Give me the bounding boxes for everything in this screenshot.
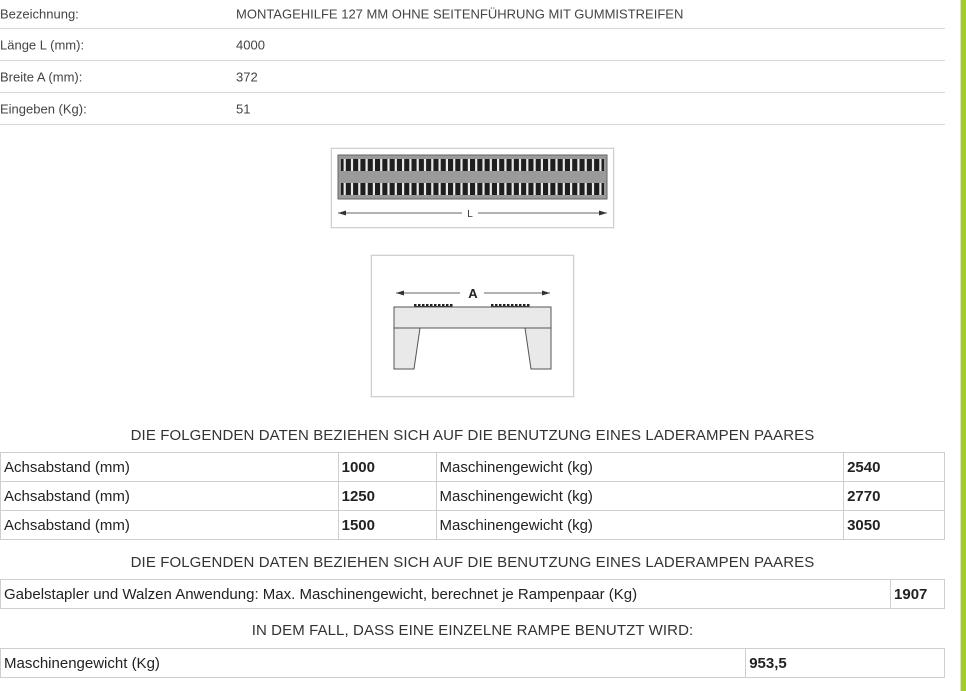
tread-mark (366, 183, 368, 195)
tread-mark (424, 183, 426, 195)
tread-mark (504, 159, 506, 171)
tread-mark (592, 159, 594, 171)
tread-mark (460, 159, 462, 171)
tread-mark (504, 183, 506, 195)
tread-mark (570, 159, 572, 171)
ramp-width-drawing (371, 255, 574, 397)
spec-label: Eingeben (Kg): (0, 101, 87, 116)
tread-mark (577, 159, 579, 171)
tread-mark (577, 183, 579, 195)
spec-row-gewicht (0, 93, 945, 125)
tread-mark (344, 183, 346, 195)
tread-mark (482, 183, 484, 195)
weight-value-cell: 3050 (844, 511, 945, 540)
table-row (1, 453, 945, 482)
tread-mark (380, 159, 382, 171)
tread-mark (409, 159, 411, 171)
tread-mark (519, 159, 521, 171)
single-ramp-table (0, 648, 945, 678)
weight-value-cell: 2770 (844, 482, 945, 511)
spec-value: 372 (236, 69, 258, 84)
axle-value-cell: 1250 (338, 482, 436, 511)
tread-mark (358, 159, 360, 171)
tread-mark (490, 183, 492, 195)
table-row (1, 580, 945, 609)
tread-mark (475, 183, 477, 195)
tread-mark (373, 159, 375, 171)
spec-list (0, 0, 945, 125)
tread-mark (490, 159, 492, 171)
forklift-label-cell: Gabelstapler und Walzen Anwendung: Max. Maschinengewicht, berechnet je Rampenpaar (Kg) (1, 580, 891, 609)
spec-label: Breite A (mm): (0, 69, 83, 84)
tread-mark (548, 183, 550, 195)
axle-label-cell: Achsabstand (mm) (1, 482, 339, 511)
tread-mark (592, 183, 594, 195)
tread-mark (534, 183, 536, 195)
axle-label-cell: Achsabstand (mm) (1, 511, 339, 540)
axle-value-cell: 1500 (338, 511, 436, 540)
tread-mark (526, 159, 528, 171)
axle-value-cell: 1000 (338, 453, 436, 482)
tread-mark (482, 159, 484, 171)
tread-mark (475, 159, 477, 171)
tread-mark (439, 183, 441, 195)
spec-value: MONTAGEHILFE 127 MM OHNE SEITENFÜHRUNG MIT GUMMISTREIFEN (236, 6, 684, 22)
tread-mark (460, 183, 462, 195)
tread-mark (387, 183, 389, 195)
tread-mark (446, 159, 448, 171)
tread-mark (351, 183, 353, 195)
spec-label: Länge L (mm): (0, 37, 85, 52)
spec-label: Bezeichnung: (0, 6, 79, 22)
tread-mark (563, 183, 565, 195)
tread-mark (512, 183, 514, 195)
tread-mark (395, 183, 397, 195)
tread-mark (497, 159, 499, 171)
tread-mark (512, 159, 514, 171)
tread-mark (344, 159, 346, 171)
axle-label-cell: Achsabstand (mm) (1, 453, 339, 482)
tread-mark (446, 183, 448, 195)
tread-mark (599, 159, 601, 171)
ramp-top-view-graphic (332, 149, 613, 227)
spec-row-laenge (0, 29, 945, 61)
length-dimension-label: L (467, 209, 473, 220)
tread-mark (599, 183, 601, 195)
tread-mark (541, 183, 543, 195)
tread-mark (468, 183, 470, 195)
section-title-pair: DIE FOLGENDEN DATEN BEZIEHEN SICH AUF DIE BENUTZUNG EINES LADERAMPEN PAARES (130, 427, 815, 444)
tread-mark (387, 159, 389, 171)
tread-mark (563, 159, 565, 171)
tread-mark (409, 183, 411, 195)
tread-mark (526, 183, 528, 195)
ramp-cross-section-graphic (372, 256, 573, 396)
tread-mark (431, 159, 433, 171)
tread-mark (417, 183, 419, 195)
single-label-cell: Maschinengewicht (Kg) (1, 649, 746, 678)
tread-mark (585, 159, 587, 171)
tread-mark (534, 159, 536, 171)
tread-mark (380, 183, 382, 195)
table-row (1, 649, 945, 678)
tread-mark (351, 159, 353, 171)
section-title-single: IN DEM FALL, DASS EINE EINZELNE RAMPE BENUTZT WIRD: (251, 622, 694, 639)
table-row (1, 482, 945, 511)
tread-mark (541, 159, 543, 171)
spec-row-breite (0, 61, 945, 93)
tread-mark (519, 183, 521, 195)
forklift-value-cell: 1907 (891, 580, 945, 609)
accent-bar (961, 0, 966, 691)
spec-value: 4000 (236, 37, 265, 52)
tread-mark (497, 183, 499, 195)
tread-mark (585, 183, 587, 195)
spec-value: 51 (236, 101, 251, 116)
tread-mark (395, 159, 397, 171)
tread-mark (402, 159, 404, 171)
spec-row-bezeichnung (0, 0, 945, 29)
tread-mark (555, 159, 557, 171)
tread-mark (453, 183, 455, 195)
axle-weight-table (0, 452, 945, 540)
weight-label-cell: Maschinengewicht (kg) (436, 511, 844, 540)
tread-mark (366, 159, 368, 171)
tread-mark (417, 159, 419, 171)
tread-mark (555, 183, 557, 195)
tread-mark (548, 159, 550, 171)
weight-value-cell: 2540 (844, 453, 945, 482)
tread-mark (570, 183, 572, 195)
tread-mark (373, 183, 375, 195)
tread-mark (358, 183, 360, 195)
tread-mark (431, 183, 433, 195)
tread-mark (424, 159, 426, 171)
weight-label-cell: Maschinengewicht (kg) (436, 453, 844, 482)
tread-mark (468, 159, 470, 171)
section-title-forklift: DIE FOLGENDEN DATEN BEZIEHEN SICH AUF DIE BENUTZUNG EINES LADERAMPEN PAARES (130, 554, 815, 571)
weight-label-cell: Maschinengewicht (kg) (436, 482, 844, 511)
tread-mark (402, 183, 404, 195)
ramp-length-drawing (331, 148, 614, 228)
width-dimension-label: A (468, 286, 478, 301)
table-row (1, 511, 945, 540)
single-value-cell: 953,5 (746, 649, 945, 678)
tread-mark (439, 159, 441, 171)
tread-mark (453, 159, 455, 171)
forklift-weight-table (0, 579, 945, 609)
